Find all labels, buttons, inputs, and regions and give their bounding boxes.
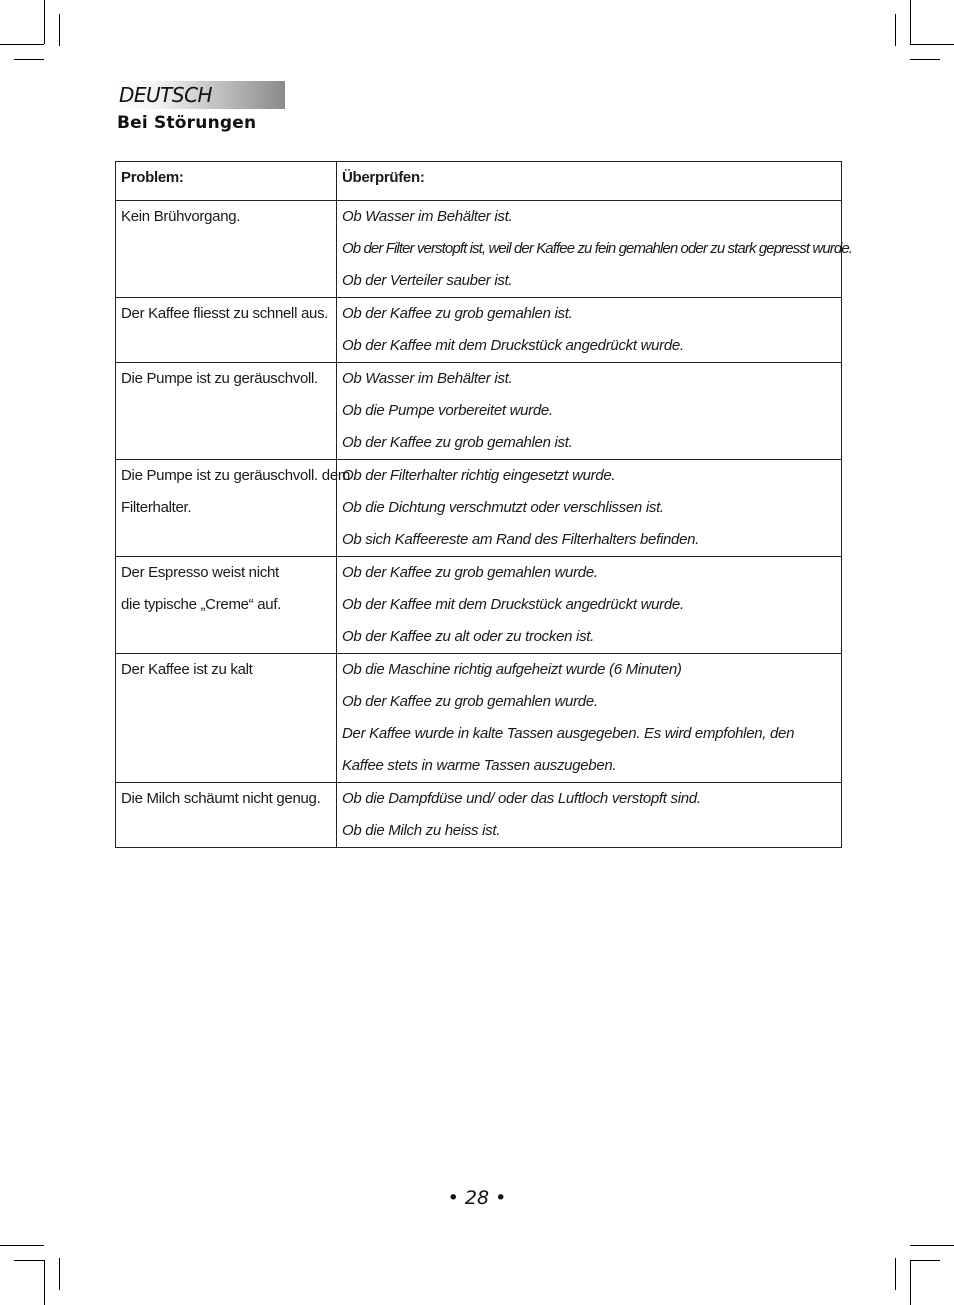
troubleshooting-table	[115, 161, 853, 848]
table-row	[116, 363, 842, 460]
check-text: Ob der Kaffee zu grob gemahlen wurde.	[342, 693, 598, 710]
check-text: Ob die Pumpe vorbereitet wurde.	[342, 402, 553, 419]
table-row	[116, 654, 842, 783]
problem-text: Der Kaffee ist zu kalt	[121, 661, 253, 678]
column-header-check: Überprüfen:	[337, 162, 842, 201]
problem-text: Der Espresso weist nicht	[121, 564, 279, 581]
problem-text: Filterhalter.	[121, 499, 192, 516]
check-text: Ob der Kaffee zu grob gemahlen ist.	[342, 305, 573, 322]
check-text: Ob die Milch zu heiss ist.	[342, 822, 501, 839]
table-row	[116, 201, 842, 298]
check-text: Ob Wasser im Behälter ist.	[342, 208, 513, 225]
problem-cell	[116, 201, 337, 298]
table-row	[116, 557, 842, 654]
check-text: Ob der Kaffee zu alt oder zu trocken ist.	[342, 628, 595, 645]
check-cell	[337, 201, 853, 298]
table-row	[116, 783, 842, 848]
check-text: Ob der Verteiler sauber ist.	[342, 272, 513, 289]
problem-cell	[116, 460, 351, 557]
page-number: • 28 •	[447, 1187, 507, 1209]
check-text: Ob die Maschine richtig aufgeheizt wurde (6 Minuten)	[342, 661, 682, 678]
problem-cell	[116, 654, 337, 783]
check-cell	[337, 298, 842, 363]
check-text: Ob der Kaffee mit dem Druckstück angedrückt wurde.	[342, 337, 684, 354]
problem-cell	[116, 363, 337, 460]
check-text: Ob der Filterhalter richtig eingesetzt wurde.	[342, 467, 616, 484]
language-label: DEUTSCH	[119, 83, 213, 107]
problem-text: Die Pumpe ist zu geräuschvoll. dem	[121, 467, 351, 484]
check-text: Ob sich Kaffeereste am Rand des Filterhalters befinden.	[342, 531, 700, 548]
problem-cell	[116, 298, 337, 363]
table-header-row	[116, 162, 842, 201]
check-text: Ob der Kaffee zu grob gemahlen ist.	[342, 434, 573, 451]
check-cell	[337, 460, 842, 557]
check-text: Ob der Kaffee zu grob gemahlen wurde.	[342, 564, 598, 581]
check-text: Der Kaffee wurde in kalte Tassen ausgegeben. Es wird empfohlen, den Kaffee stets in warme Tassen auszugeben.	[342, 725, 795, 774]
check-text: Ob die Dampfdüse und/ oder das Luftloch verstopft sind.	[342, 790, 701, 807]
problem-text: die typische „Creme“ auf.	[121, 596, 282, 613]
check-cell	[337, 654, 842, 783]
column-header-problem: Problem:	[116, 162, 337, 201]
section-title: Bei Störungen	[117, 113, 257, 133]
language-banner	[116, 81, 285, 109]
problem-text: Die Milch schäumt nicht genug.	[121, 790, 321, 807]
check-cell	[337, 783, 842, 848]
check-text: Ob Wasser im Behälter ist.	[342, 370, 513, 387]
check-cell	[337, 363, 842, 460]
problem-text: Kein Brühvorgang.	[121, 208, 241, 225]
check-text: Ob die Dichtung verschmutzt oder verschlissen ist.	[342, 499, 664, 516]
check-text: Ob der Kaffee mit dem Druckstück angedrückt wurde.	[342, 596, 684, 613]
table-row	[116, 298, 842, 363]
problem-text: Die Pumpe ist zu geräuschvoll.	[121, 370, 318, 387]
problem-cell	[116, 783, 337, 848]
check-text: Ob der Filter verstopft ist, weil der Kaffee zu fein gemahlen oder zu stark gepresst wurde.	[342, 240, 853, 257]
table-row	[116, 460, 842, 557]
problem-cell	[116, 557, 337, 654]
problem-text: Der Kaffee fliesst zu schnell aus.	[121, 305, 329, 322]
check-cell	[337, 557, 842, 654]
